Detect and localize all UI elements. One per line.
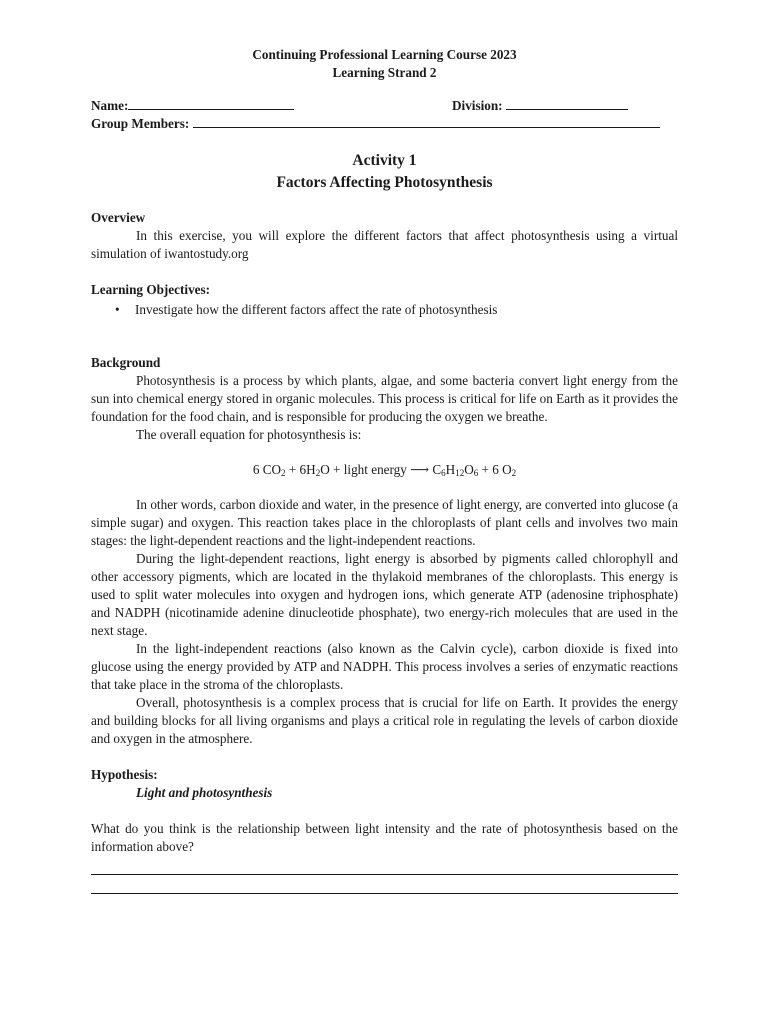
division-field[interactable] xyxy=(506,96,628,110)
activity-number: Activity 1 xyxy=(352,152,417,169)
student-fields xyxy=(91,96,678,132)
background-paragraph-1: Photosynthesis is a process by which plants, algae, and some bacteria convert light energy from the sun into chemical energy stored in organic molecules. This process is critical for life on Earth as it provides the foundation for the food chain, and is responsible for producing the oxygen we breathe. xyxy=(91,373,678,424)
background-paragraph-4: During the light-dependent reactions, light energy is absorbed by pigments called chlorophyll and other accessory pigments, which are located in the thylakoid membranes of the chloroplasts. This energy is used to split water molecules into oxygen and hydrogen ions, which generate ATP (adenosine triphosphate) and NADPH (nicotinamide adenine dinucleotide phosphate), two energy-rich molecules that are used in the next stage. xyxy=(91,551,678,638)
overview-section xyxy=(91,209,678,263)
hypothesis-subheading: Light and photosynthesis xyxy=(136,785,273,800)
photosynthesis-equation: 6 $CO_2 + 6H_2O$ + light energy ⟶ $C_6H_{12}O_6 + 6$ $O_2$ xyxy=(252,462,517,478)
group-members-field[interactable] xyxy=(193,114,660,128)
answer-line-1[interactable] xyxy=(91,856,678,875)
group-members-label: Group Members: xyxy=(91,116,190,131)
division-label: Division: xyxy=(452,98,503,113)
group-members-row xyxy=(91,114,678,132)
worksheet-page xyxy=(91,40,678,894)
hypothesis-heading: Hypothesis: xyxy=(91,767,158,782)
activity-heading xyxy=(91,150,678,194)
background-paragraph-3: In other words, carbon dioxide and water, in the presence of light energy, are converted into glucose (a simple sugar) and oxygen. This reaction takes place in the chloroplasts of plant cells and involves two main stages: the light-dependent reactions and the light-independent reactions. xyxy=(91,497,678,548)
objective-item: • Investigate how the different factors affect the rate of photosynthesis xyxy=(135,301,678,319)
hypothesis-section xyxy=(91,766,678,894)
answer-line-2[interactable] xyxy=(91,875,678,894)
overview-heading: Overview xyxy=(91,210,146,225)
background-paragraph-2: The overall equation for photosynthesis is: xyxy=(136,427,362,442)
document-header xyxy=(91,46,678,82)
objectives-list xyxy=(91,301,678,319)
name-field[interactable] xyxy=(128,96,294,110)
hypothesis-question: What do you think is the relationship between light intensity and the rate of photosynthesis based on the information above? xyxy=(91,821,678,854)
background-paragraph-6: Overall, photosynthesis is a complex process that is crucial for life on Earth. It provides the energy and building blocks for all living organisms and plays a critical role in regulating the levels of carbon dioxide and oxygen in the atmosphere. xyxy=(91,695,678,746)
background-section xyxy=(91,354,678,748)
objectives-heading: Learning Objectives: xyxy=(91,282,211,297)
activity-title: Factors Affecting Photosynthesis xyxy=(276,174,493,191)
strand-title: Learning Strand 2 xyxy=(332,65,437,80)
objectives-section xyxy=(91,281,678,319)
overview-text: In this exercise, you will explore the different factors that affect photosynthesis using a virtual simulation of iwantostudy.org xyxy=(91,228,678,261)
background-heading: Background xyxy=(91,355,161,370)
name-division-row xyxy=(91,96,678,114)
background-paragraph-5: In the light-independent reactions (also known as the Calvin cycle), carbon dioxide is fixed into glucose using the energy provided by ATP and NADPH. This process involves a series of enzymatic reactions that take place in the stroma of the chloroplasts. xyxy=(91,641,678,692)
course-title: Continuing Professional Learning Course 2023 xyxy=(252,47,517,62)
name-label: Name: xyxy=(91,98,129,113)
